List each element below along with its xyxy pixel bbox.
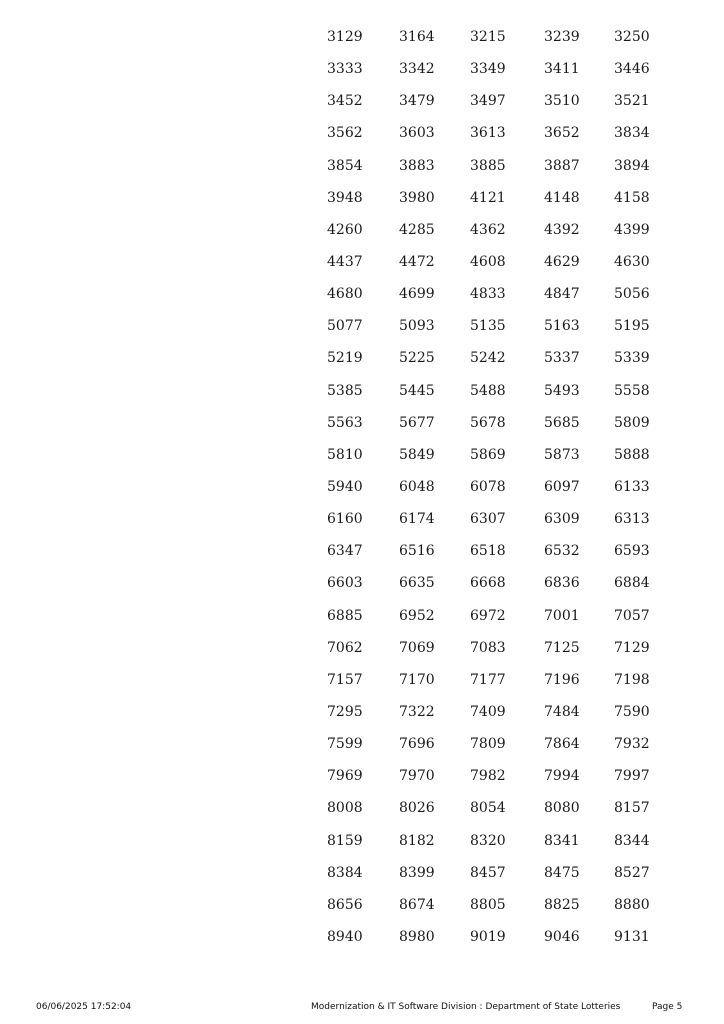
number-cell: 3164 [399,29,435,45]
number-cell: 3497 [470,93,506,110]
number-cell: 6048 [399,478,435,495]
number-row [0,121,724,145]
footer-division-text: Modernization & IT Software Division : Department of State Lotteries [311,1002,621,1012]
number-cell: 7809 [470,736,506,753]
number-cell: 5337 [544,350,580,367]
number-row [0,443,724,467]
number-cell: 6160 [327,511,363,528]
number-cell: 9131 [614,928,650,945]
number-cell: 7409 [470,703,506,720]
number-cell: 8080 [544,800,580,817]
number-cell: 7599 [327,736,363,753]
footer-timestamp: 06/06/2025 17:52:04 [36,1002,132,1012]
number-cell: 3834 [614,125,650,142]
number-cell: 3250 [614,29,650,45]
number-cell: 7982 [470,768,506,785]
number-cell: 6836 [544,575,580,592]
number-cell: 3885 [470,157,506,174]
number-cell: 6668 [470,575,506,592]
number-cell: 7932 [614,736,650,753]
number-cell: 8805 [470,896,506,913]
number-cell: 8674 [399,896,435,913]
number-row [0,411,724,435]
number-cell: 4148 [544,189,580,206]
number-cell: 8182 [399,832,435,849]
number-cell: 9046 [544,928,580,945]
number-cell: 7997 [614,768,650,785]
number-cell: 5677 [399,414,435,431]
number-cell: 5873 [544,446,580,463]
number-cell: 8940 [327,928,363,945]
number-cell: 3562 [327,125,363,142]
number-cell: 4629 [544,253,580,270]
number-cell: 7069 [399,639,435,656]
number-cell: 4121 [470,189,506,206]
number-cell: 5888 [614,446,650,463]
number-cell: 7062 [327,639,363,656]
number-cell: 7125 [544,639,580,656]
number-cell: 7590 [614,703,650,720]
number-cell: 6078 [470,478,506,495]
number-cell: 6518 [470,543,506,560]
number-cell: 4260 [327,221,363,238]
number-row [0,539,724,563]
number-cell: 5339 [614,350,650,367]
number-cell: 5685 [544,414,580,431]
number-cell: 8457 [470,864,506,881]
number-cell: 6952 [399,607,435,624]
number-row [0,700,724,724]
number-cell: 5678 [470,414,506,431]
number-cell: 3854 [327,157,363,174]
number-cell: 6972 [470,607,506,624]
number-cell: 6097 [544,478,580,495]
number-cell: 8026 [399,800,435,817]
number-cell: 3883 [399,157,435,174]
number-cell: 5493 [544,382,580,399]
number-cell: 3603 [399,125,435,142]
number-cell: 3342 [399,61,435,78]
number-cell: 5869 [470,446,506,463]
number-cell: 8656 [327,896,363,913]
number-cell: 8527 [614,864,650,881]
number-cell: 8341 [544,832,580,849]
number-cell: 8880 [614,896,650,913]
number-cell: 5563 [327,414,363,431]
number-cell: 7696 [399,736,435,753]
number-cell: 5488 [470,382,506,399]
number-cell: 7970 [399,768,435,785]
number-cell: 4847 [544,286,580,303]
number-cell: 8399 [399,864,435,881]
number-cell: 7484 [544,703,580,720]
number-cell: 3652 [544,125,580,142]
number-row [0,154,724,178]
number-cell: 3894 [614,157,650,174]
number-cell: 5809 [614,414,650,431]
number-cell: 4472 [399,253,435,270]
number-cell: 6635 [399,575,435,592]
number-cell: 7322 [399,703,435,720]
number-cell: 4630 [614,253,650,270]
number-cell: 5163 [544,318,580,335]
number-row [0,604,724,628]
number-cell: 7177 [470,671,506,688]
number-cell: 5385 [327,382,363,399]
number-cell: 8980 [399,928,435,945]
number-row [0,218,724,242]
number-row [0,732,724,756]
number-row [0,475,724,499]
number-row [0,764,724,788]
number-cell: 5093 [399,318,435,335]
number-cell: 8320 [470,832,506,849]
number-cell: 6532 [544,543,580,560]
number-row [0,796,724,820]
number-cell: 3411 [544,61,580,78]
number-cell: 7994 [544,768,580,785]
number-cell: 5225 [399,350,435,367]
number-cell: 6307 [470,511,506,528]
number-cell: 8159 [327,832,363,849]
number-row [0,571,724,595]
number-cell: 6133 [614,478,650,495]
number-cell: 4608 [470,253,506,270]
number-cell: 3239 [544,29,580,45]
number-cell: 3510 [544,93,580,110]
number-row [0,25,724,49]
number-cell: 7198 [614,671,650,688]
number-row [0,282,724,306]
number-cell: 5810 [327,446,363,463]
number-cell: 8825 [544,896,580,913]
number-row [0,346,724,370]
number-cell: 3887 [544,157,580,174]
number-cell: 3479 [399,93,435,110]
page-footer [0,999,724,1015]
number-row [0,861,724,885]
number-cell: 6174 [399,511,435,528]
number-cell: 5558 [614,382,650,399]
number-cell: 3349 [470,61,506,78]
number-row [0,636,724,660]
number-row [0,379,724,403]
number-row [0,89,724,113]
number-cell: 6313 [614,511,650,528]
number-cell: 3613 [470,125,506,142]
number-cell: 7196 [544,671,580,688]
number-cell: 5195 [614,318,650,335]
number-cell: 3215 [470,29,506,45]
number-cell: 7295 [327,703,363,720]
number-cell: 8008 [327,800,363,817]
number-cell: 5056 [614,286,650,303]
number-cell: 5849 [399,446,435,463]
number-cell: 6603 [327,575,363,592]
number-cell: 7864 [544,736,580,753]
number-cell: 8157 [614,800,650,817]
number-row [0,925,724,949]
number-cell: 5445 [399,382,435,399]
number-cell: 4399 [614,221,650,238]
number-cell: 9019 [470,928,506,945]
number-cell: 4392 [544,221,580,238]
number-row [0,507,724,531]
number-cell: 7157 [327,671,363,688]
number-cell: 6593 [614,543,650,560]
number-cell: 8384 [327,864,363,881]
number-cell: 4285 [399,221,435,238]
number-row [0,314,724,338]
number-row [0,893,724,917]
number-cell: 3521 [614,93,650,110]
number-cell: 6516 [399,543,435,560]
number-cell: 7057 [614,607,650,624]
number-cell: 3446 [614,61,650,78]
number-cell: 8054 [470,800,506,817]
number-cell: 6309 [544,511,580,528]
number-cell: 8344 [614,832,650,849]
footer-page-number: Page 5 [652,1002,683,1012]
number-cell: 6347 [327,543,363,560]
number-cell: 7129 [614,639,650,656]
number-cell: 6885 [327,607,363,624]
number-row [0,186,724,210]
number-row [0,250,724,274]
number-cell: 8475 [544,864,580,881]
number-cell: 4699 [399,286,435,303]
number-cell: 3452 [327,93,363,110]
number-cell: 4833 [470,286,506,303]
number-cell: 7083 [470,639,506,656]
number-cell: 3129 [327,29,363,45]
number-cell: 6884 [614,575,650,592]
number-cell: 5242 [470,350,506,367]
number-cell: 4437 [327,253,363,270]
number-cell: 7001 [544,607,580,624]
number-cell: 7170 [399,671,435,688]
number-cell: 4158 [614,189,650,206]
number-cell: 5940 [327,478,363,495]
number-row [0,668,724,692]
number-cell: 4362 [470,221,506,238]
number-row [0,829,724,853]
number-cell: 3980 [399,189,435,206]
number-cell: 5219 [327,350,363,367]
number-cell: 4680 [327,286,363,303]
number-cell: 3333 [327,61,363,78]
number-cell: 7969 [327,768,363,785]
number-row [0,57,724,81]
number-cell: 5135 [470,318,506,335]
number-cell: 5077 [327,318,363,335]
number-cell: 3948 [327,189,363,206]
